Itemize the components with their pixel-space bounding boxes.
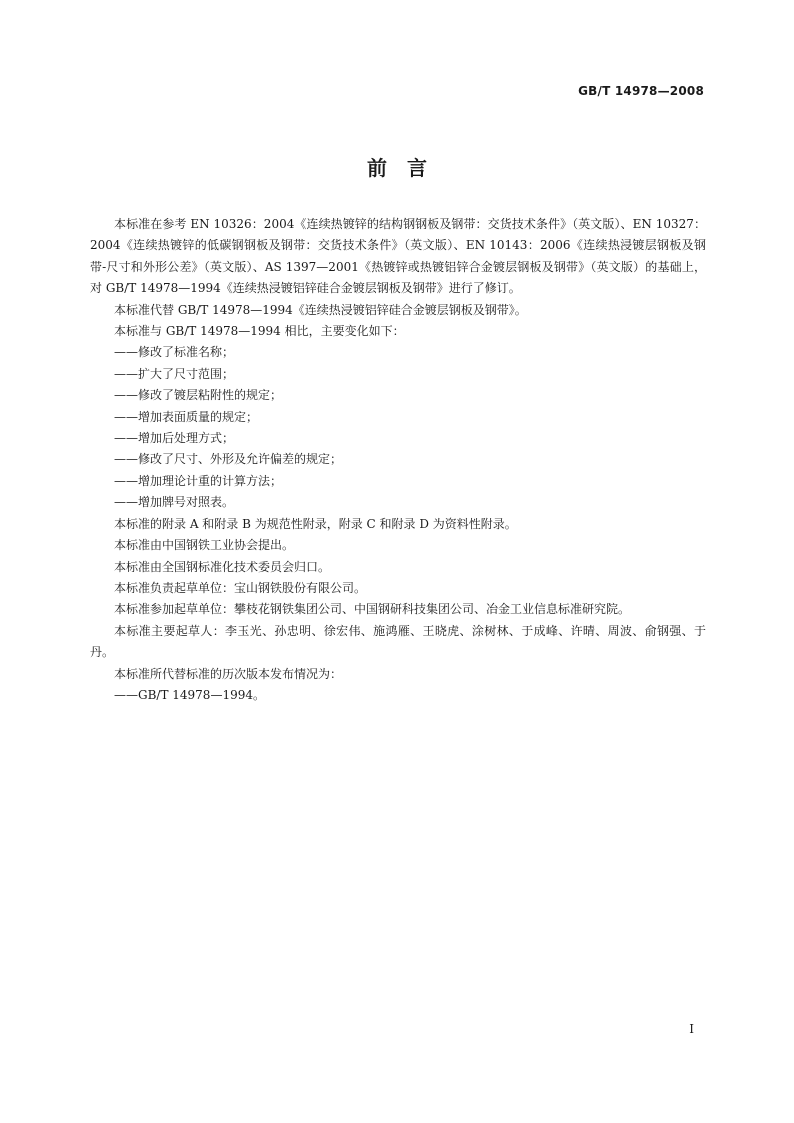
history-item: ——GB/T 14978—1994。 — [114, 687, 265, 702]
page-number: I — [689, 1022, 694, 1036]
change-item: ——增加理论计重的计算方法； — [114, 473, 283, 488]
change-item: ——增加表面质量的规定； — [114, 409, 259, 424]
paragraph-appendices: 本标准的附录 A 和附录 B 为规范性附录，附录 C 和附录 D 为资料性附录。 — [114, 516, 517, 531]
paragraph-lead-drafter: 本标准负责起草单位：宝山钢铁股份有限公司。 — [114, 580, 367, 595]
paragraph-replaces: 本标准代替 GB/T 14978—1994《连续热浸镀铝锌硅合金镀层钢板及钢带》。 — [114, 302, 527, 317]
paragraph-proposed-by: 本标准由中国钢铁工业协会提出。 — [114, 538, 295, 553]
paragraph-main-drafters: 本标准主要起草人：李玉光、孙忠明、徐宏伟、施鸿雁、王晓虎、涂树林、于成峰、许晴、周波、俞钢强、于丹。 — [90, 623, 706, 660]
change-item: ——修改了尺寸、外形及允许偏差的规定； — [114, 452, 343, 467]
foreword-body — [90, 214, 706, 706]
paragraph-reference-basis: 本标准在参考 EN 10326：2004《连续热镀锌的结构钢钢板及钢带：交货技术条件》（英文版）、EN 10327：2004《连续热镀锌的低碳钢钢板及钢带：交货技术条件》（英文版）、EN 10143：2006《连续热浸镀层钢板及钢带-尺寸和外形公差》（英文版）、AS 1397—2001《热镀锌或热镀铝锌合金镀层钢板及钢带》（英文版）的基础上，对 GB/T 14978—1994《连续热浸镀铝锌硅合金镀层钢板及钢带》进行了修订。 — [90, 217, 706, 296]
change-item: ——增加牌号对照表。 — [114, 495, 235, 510]
paragraph-administered-by: 本标准由全国钢标准化技术委员会归口。 — [114, 559, 331, 574]
change-item: ——修改了标准名称； — [114, 345, 235, 360]
paragraph-history-intro: 本标准所代替标准的历次版本发布情况为： — [114, 666, 343, 681]
standard-code: GB/T 14978—2008 — [578, 84, 704, 98]
change-item: ——增加后处理方式； — [114, 431, 235, 446]
change-item: ——扩大了尺寸范围； — [114, 366, 235, 381]
page-title: 前言 — [367, 156, 447, 180]
paragraph-participating-drafters: 本标准参加起草单位：攀枝花钢铁集团公司、中国钢研科技集团公司、冶金工业信息标准研究院。 — [114, 602, 631, 617]
paragraph-changes-intro: 本标准与 GB/T 14978—1994 相比，主要变化如下： — [114, 324, 405, 339]
change-item: ——修改了镀层粘附性的规定； — [114, 388, 283, 403]
